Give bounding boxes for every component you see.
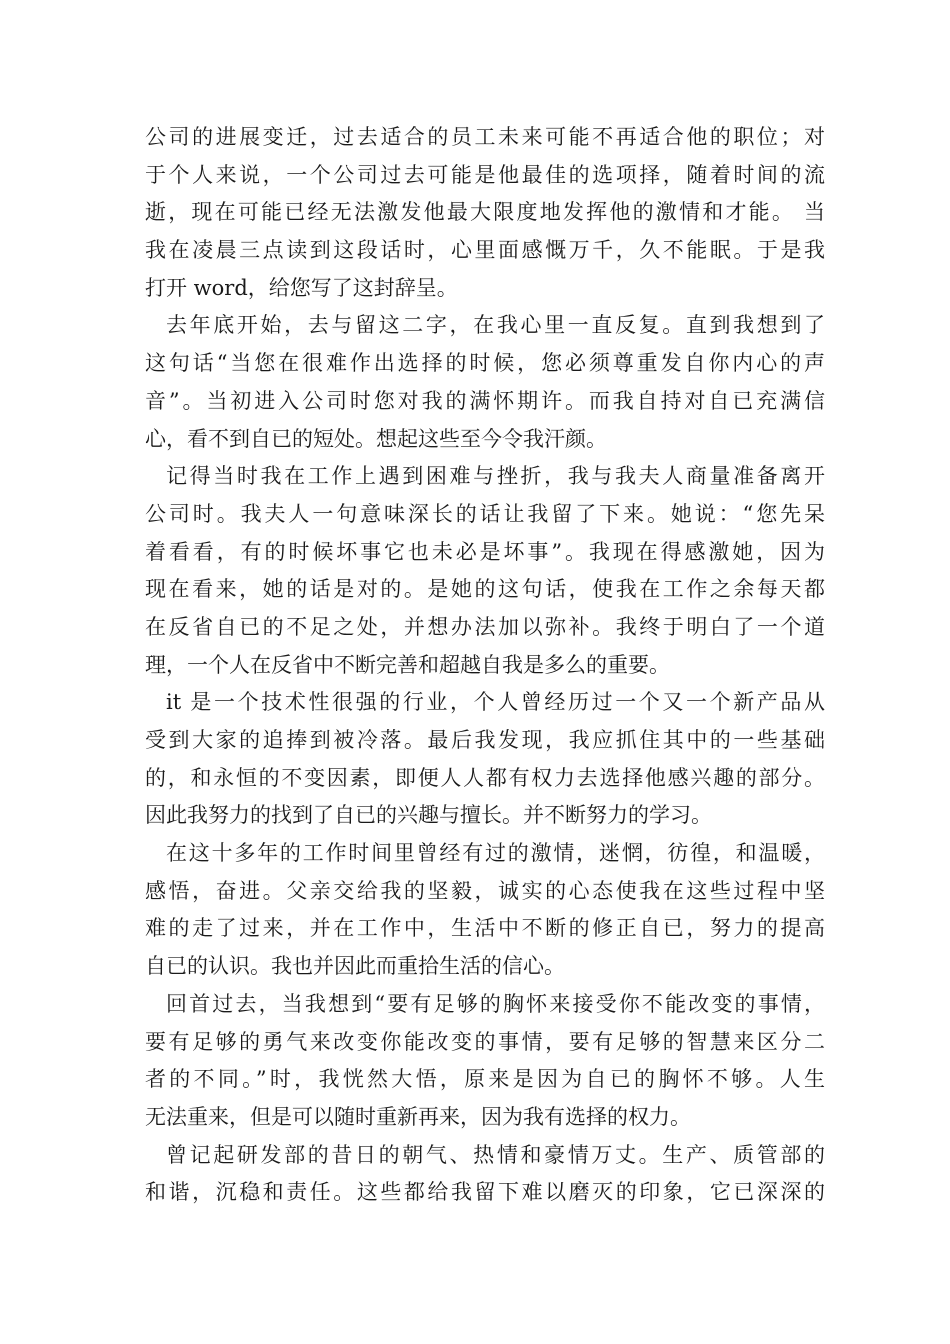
text-line: 这句话“当您在很难作出选择的时候，您必须尊重发自你内心的声 <box>145 351 825 376</box>
text-line: 要有足够的勇气来改变你能改变的事情，要有足够的智慧来区分二 <box>145 1029 825 1054</box>
text-line: 受到大家的追捧到被冷落。最后我发现，我应抓住其中的一些基础 <box>145 728 825 752</box>
text-line: 回首过去，当我想到“要有足够的胸怀来接受你不能改变的事情， <box>166 991 825 1016</box>
text-line: 和谐，沉稳和责任。这些都给我留下难以磨灭的印象，它已深深的 <box>145 1180 825 1205</box>
text-line: 着看看，有的时候坏事它也未必是坏事”。我现在得感激她，因为 <box>145 539 825 564</box>
text-line: 记得当时我在工作上遇到困难与挫折，我与我夫人商量准备离开 <box>166 464 825 489</box>
text-line: 理，一个人在反省中不断完善和超越自我是多么的重要。 <box>145 652 670 677</box>
text-line: 我在凌晨三点读到这段话时，心里面感慨万千，久不能眠。于是我 <box>145 238 825 263</box>
text-line: 公司时。我夫人一句意味深长的话让我留了下来。她说：“您先呆 <box>145 501 825 526</box>
text-line: 曾记起研发部的昔日的朝气、热情和豪情万丈。生产、质管部的 <box>166 1142 825 1167</box>
paragraph <box>145 458 825 684</box>
text-line: 于个人来说，一个公司过去可能是他最佳的选项择，随着时间的流 <box>145 162 825 187</box>
paragraph <box>145 684 825 835</box>
text-line: 因此我努力的找到了自已的兴趣与擅长。并不断努力的学习。 <box>145 803 712 828</box>
paragraph <box>145 986 825 1137</box>
text-line: 自已的认识。我也并因此而重拾生活的信心。 <box>145 954 565 979</box>
text-line: 逝，现在可能已经无法激发他最大限度地发挥他的激情和才能。 当 <box>145 200 825 225</box>
text-line: it 是一个技术性很强的行业，个人曾经历过一个又一个新产品从 <box>166 690 825 715</box>
paragraph <box>145 835 825 986</box>
text-line: 在反省自已的不足之处，并想办法加以弥补。我终于明白了一个道 <box>145 614 825 639</box>
paragraph <box>145 119 825 307</box>
text-line: 的，和永恒的不变因素，即便人人都有权力去选择他感兴趣的部分。 <box>145 765 825 790</box>
text-line: 难的走了过来，并在工作中，生活中不断的修正自已，努力的提高 <box>145 916 825 941</box>
text-line: 现在看来，她的话是对的。是她的这句话，使我在工作之余每天都 <box>145 577 825 602</box>
paragraph <box>145 307 825 458</box>
paragraph <box>145 1137 825 1212</box>
text-line: 公司的进展变迁，过去适合的员工未来可能不再适合他的职位；对 <box>145 125 825 149</box>
letter-body <box>145 119 825 1212</box>
text-line: 心，看不到自已的短处。想起这些至今令我汗颜。 <box>145 426 607 451</box>
text-line: 在这十多年的工作时间里曾经有过的激情，迷惘，彷徨，和温暖， <box>166 841 825 866</box>
text-line: 者的不同。”时，我恍然大悟，原来是因为自已的胸怀不够。人生 <box>145 1067 825 1092</box>
text-line: 音”。当初进入公司时您对我的满怀期许。而我自持对自已充满信 <box>145 388 825 413</box>
text-line: 无法重来，但是可以随时重新再来，因为我有选择的权力。 <box>145 1104 691 1129</box>
text-line: 去年底开始，去与留这二字，在我心里一直反复。直到我想到了 <box>166 313 825 338</box>
text-line: 感悟，奋进。父亲交给我的坚毅，诚实的心态使我在这些过程中坚 <box>145 878 825 903</box>
text-line: 打开 word，给您写了这封辞呈。 <box>145 275 458 300</box>
